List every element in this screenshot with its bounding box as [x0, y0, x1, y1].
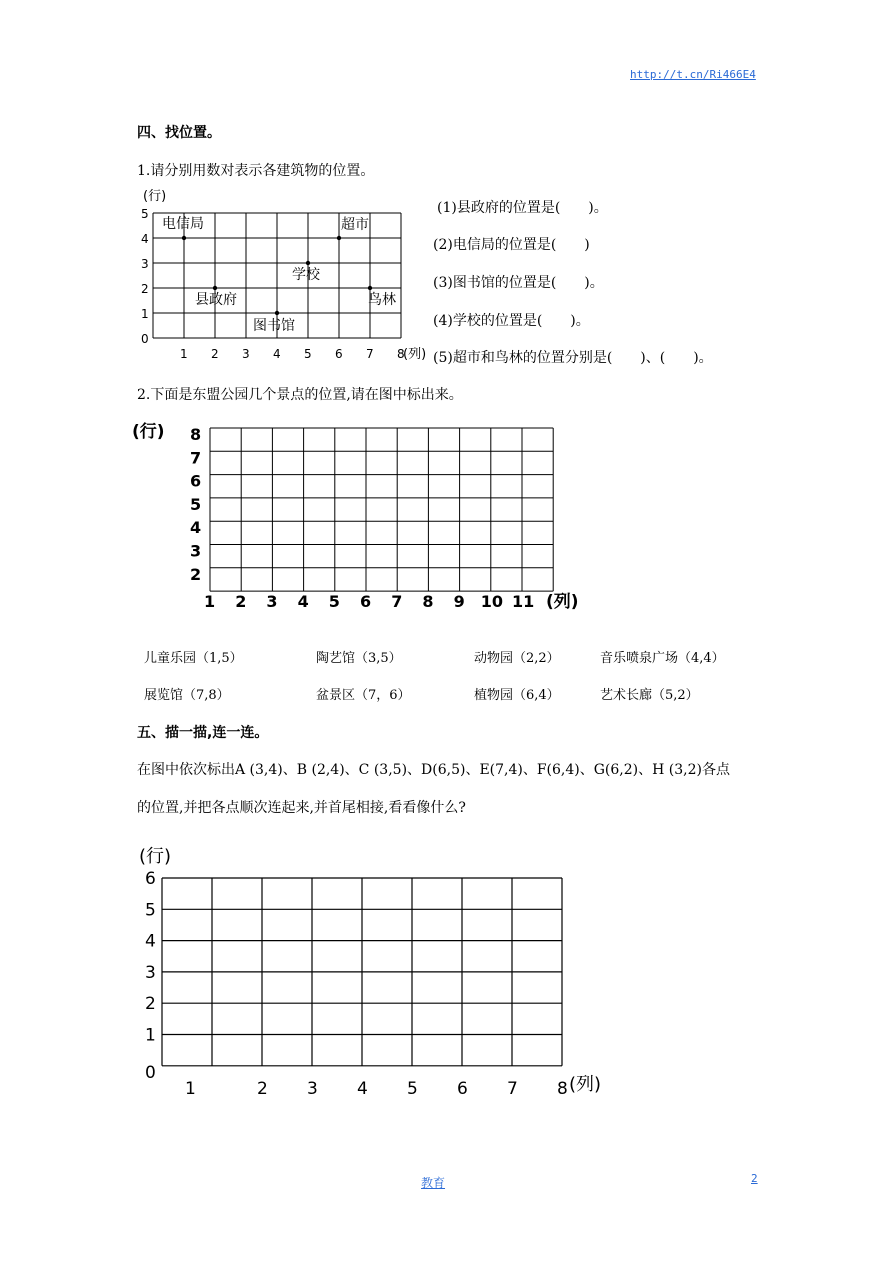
- section5-y-tick: 6: [145, 869, 156, 889]
- spot-botanical-garden: 植物园（6,4）: [474, 688, 560, 703]
- q1-point-marker: [368, 286, 372, 290]
- header-url-link[interactable]: http://t.cn/Ri466E4: [630, 68, 756, 81]
- q1-y-tick: 5: [141, 207, 149, 221]
- q2-y-tick: 5: [190, 494, 202, 514]
- page-number: 2: [751, 1172, 758, 1185]
- section5-y-tick: 1: [145, 1025, 156, 1046]
- q2-x-ticks: [204, 592, 534, 611]
- q2-col-label: (列): [546, 592, 579, 612]
- section5-x-tick: 6: [457, 1079, 468, 1099]
- q2-grid-lines: [210, 428, 553, 591]
- q1-x-ticks: [180, 347, 405, 361]
- q1-point-marker: [306, 261, 310, 265]
- q2-x-tick: 6: [360, 592, 372, 611]
- q2-x-tick: 4: [297, 592, 309, 611]
- section5-grid-chart: [135, 840, 635, 1105]
- q1-point-label: 县政府: [195, 292, 237, 308]
- section5-y-tick: 0: [145, 1062, 156, 1083]
- q1-prompt: 1.请分别用数对表示各建筑物的位置。: [137, 163, 375, 179]
- q2-row-label: (行): [132, 422, 165, 442]
- q2-y-tick: 2: [190, 564, 202, 584]
- q1-point-label: 学校: [292, 267, 320, 283]
- q2-x-tick: 1: [204, 592, 216, 611]
- section5-y-tick: 5: [145, 900, 156, 921]
- q1-x-tick: 4: [273, 347, 281, 361]
- section5-y-ticks: [145, 869, 156, 1083]
- q1-x-tick: 1: [180, 347, 188, 361]
- section5-line1: 在图中依次标出A (3,4)、B (2,4)、C (3,5)、D(6,5)、E(7,4)、F(6,4)、G(6,2)、H (3,2)各点: [137, 762, 730, 778]
- section5-y-tick: 2: [145, 994, 156, 1015]
- spot-bonsai-area: 盆景区（7，6）: [316, 688, 411, 703]
- q2-x-tick: 10: [480, 592, 504, 611]
- spot-art-corridor: 艺术长廊（5,2）: [600, 688, 699, 703]
- q1-x-tick: 2: [211, 347, 219, 361]
- section5-x-tick: 8: [557, 1079, 568, 1099]
- q2-x-tick: 8: [422, 592, 434, 611]
- spot-pottery-hall: 陶艺馆（3,5）: [316, 651, 402, 666]
- q1-answer-1: (1)县政府的位置是( )。: [437, 200, 608, 216]
- section5-x-tick: 1: [185, 1079, 196, 1099]
- q2-x-tick: 7: [391, 592, 403, 611]
- q1-y-tick: 0: [141, 332, 149, 346]
- q2-x-tick: 11: [512, 592, 535, 611]
- q1-y-tick: 2: [141, 282, 149, 296]
- section5-y-tick: 3: [145, 962, 156, 983]
- q1-point-label: 电信局: [162, 216, 204, 232]
- q1-col-label: (列): [403, 347, 427, 362]
- section5-row-label: (行): [139, 846, 172, 867]
- q1-answer-3: (3)图书馆的位置是( )。: [433, 275, 604, 291]
- q2-y-tick: 6: [190, 471, 202, 491]
- q2-prompt: 2.下面是东盟公园几个景点的位置,请在图中标出来。: [137, 387, 463, 403]
- section4-title: 四、找位置。: [137, 125, 221, 141]
- spot-fountain-square: 音乐喷泉广场（4,4）: [600, 651, 725, 666]
- section5-y-tick: 4: [145, 931, 156, 952]
- q1-point-label: 鸟林: [368, 292, 396, 308]
- section5-title: 五、描一描,连一连。: [137, 725, 269, 741]
- q1-point-marker: [275, 311, 279, 315]
- q1-answer-4: (4)学校的位置是( )。: [433, 313, 590, 329]
- q1-row-label: (行): [143, 189, 167, 204]
- q1-y-ticks: [141, 207, 149, 346]
- q1-grid-chart: [135, 180, 435, 365]
- section5-line2: 的位置,并把各点顺次连起来,并首尾相接,看看像什么?: [137, 800, 466, 816]
- q1-y-tick: 4: [141, 232, 149, 246]
- q2-x-tick: 3: [266, 592, 278, 611]
- q2-x-tick: 5: [328, 592, 340, 611]
- spot-zoo: 动物园（2,2）: [474, 651, 560, 666]
- section5-x-tick: 4: [357, 1079, 368, 1099]
- spot-children-park: 儿童乐园（1,5）: [144, 651, 243, 666]
- q2-y-ticks: [190, 425, 201, 584]
- section5-grid-lines: [162, 878, 562, 1066]
- q2-x-tick: 2: [235, 592, 247, 611]
- q1-answer-2: (2)电信局的位置是( ): [433, 237, 590, 253]
- q1-x-tick: 7: [366, 347, 374, 361]
- q1-x-tick: 6: [335, 347, 343, 361]
- q2-grid-chart: [130, 415, 610, 620]
- q2-y-tick: 4: [190, 518, 202, 538]
- q1-x-tick: 3: [242, 347, 250, 361]
- section5-x-tick: 3: [307, 1079, 318, 1099]
- q2-y-tick: 7: [190, 448, 202, 468]
- q1-point-marker: [337, 236, 341, 240]
- section5-x-ticks: [185, 1079, 568, 1099]
- q1-point-label: 图书馆: [253, 318, 295, 334]
- q1-point-marker: [213, 286, 217, 290]
- q2-x-tick: 9: [453, 592, 465, 611]
- q1-point-marker: [182, 236, 186, 240]
- spot-exhibition-hall: 展览馆（7,8）: [144, 688, 230, 703]
- q2-y-tick: 3: [190, 541, 202, 561]
- q1-y-tick: 1: [141, 307, 149, 321]
- q1-x-tick: 8: [397, 347, 405, 361]
- q1-x-tick: 5: [304, 347, 312, 361]
- footer-link[interactable]: 教育: [421, 1176, 446, 1190]
- q1-point-label: 超市: [341, 217, 369, 233]
- q1-points: [162, 215, 396, 334]
- section5-x-tick: 5: [407, 1079, 418, 1099]
- section5-col-label: (列): [569, 1074, 602, 1095]
- q2-y-tick: 8: [190, 425, 202, 444]
- section5-x-tick: 2: [257, 1079, 268, 1099]
- q1-y-tick: 3: [141, 257, 149, 271]
- section5-x-tick: 7: [507, 1079, 518, 1099]
- q1-answer-5: (5)超市和鸟林的位置分别是( )、( )。: [433, 350, 713, 366]
